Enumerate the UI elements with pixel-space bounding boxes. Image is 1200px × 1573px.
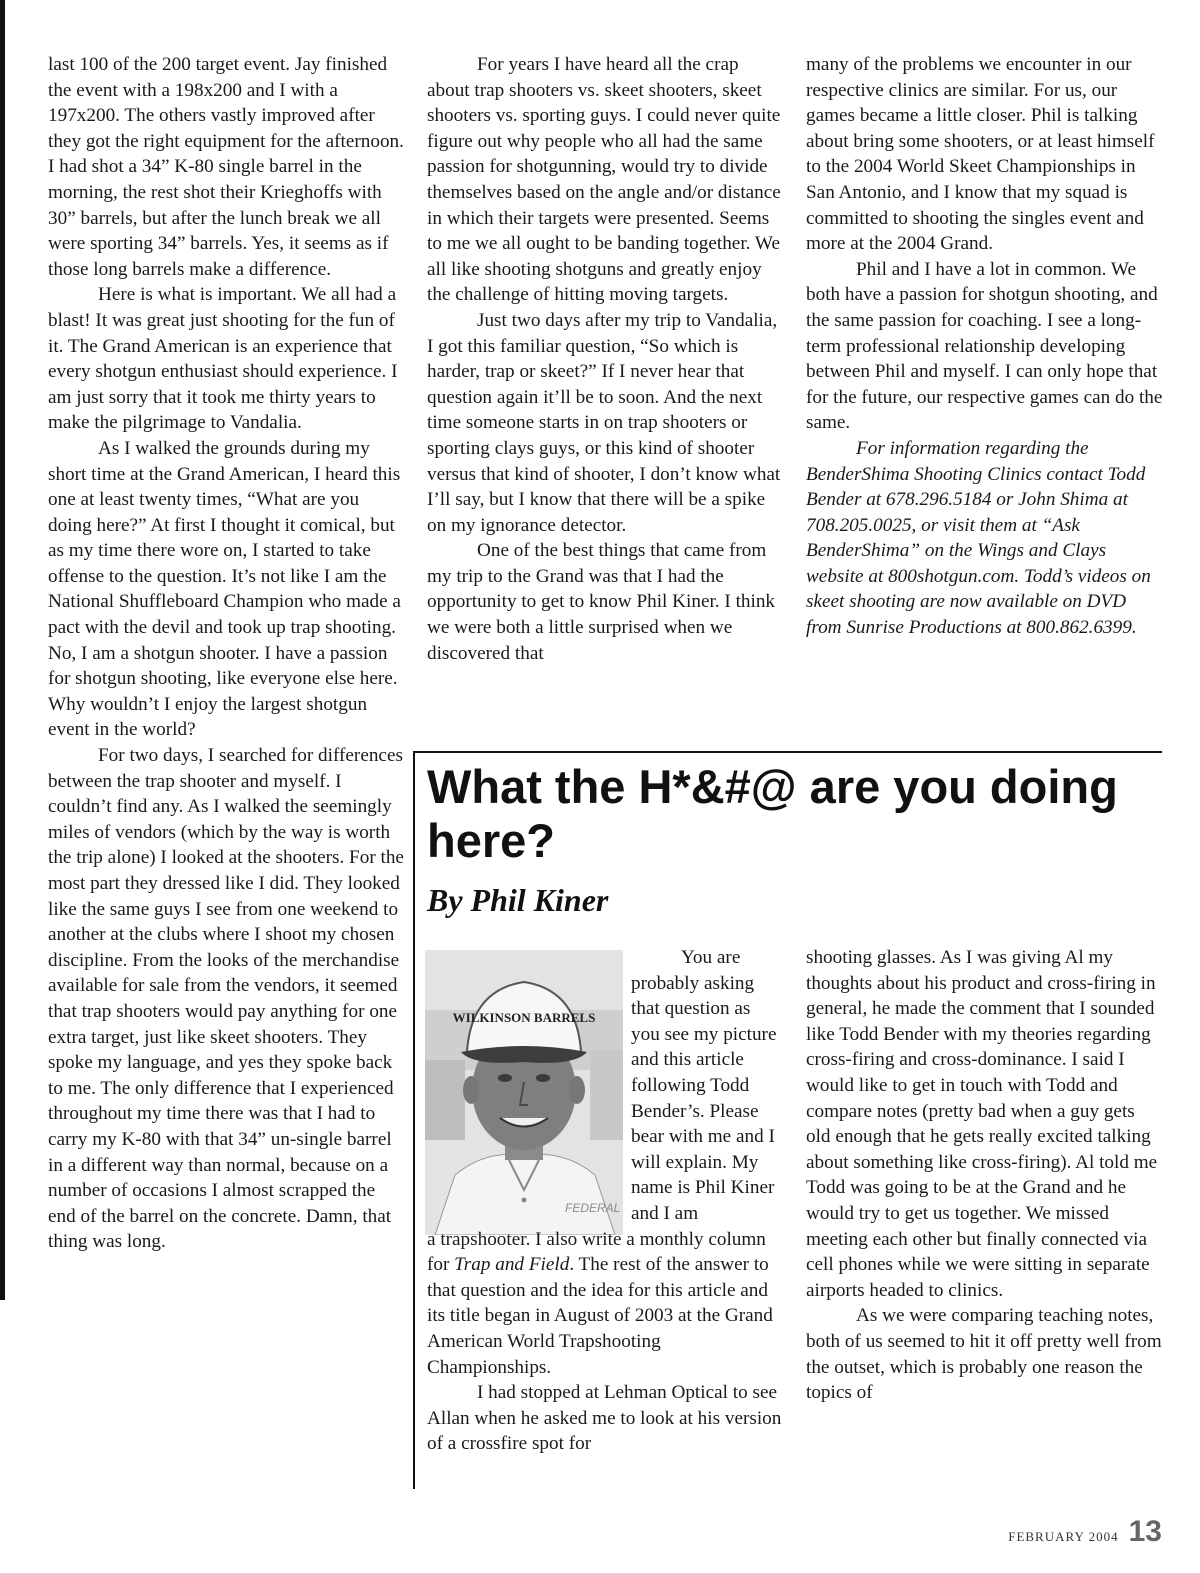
- article-byline: By Phil Kiner: [427, 882, 609, 918]
- article1-column-3: [806, 52, 1164, 641]
- wrapped-text: You are probably asking that question as you see my picture and this article following Todd Bender’s. Please bear with me and I will explain. My name is Phil Kiner and I am: [631, 947, 777, 1224]
- shirt-logo-text: FEDERAL: [565, 1201, 621, 1215]
- text-run: . The rest of the answer to that question and the idea for this article and its title began in August of 2003 at the Grand American World Trapshooting Championships.: [427, 1254, 773, 1378]
- paragraph: As we were comparing teaching notes, both of us seemed to hit it off pretty well from the outset, which is probably one reason the topics of: [806, 1305, 1162, 1404]
- article2-column-1: [427, 945, 783, 1457]
- paragraph: One of the best things that came from my trip to the Grand was that I had the opportunity to get to know Phil Kiner. I think we were both a little surprised when we discovered that: [427, 540, 776, 664]
- paragraph: Just two days after my trip to Vandalia, I got this familiar question, “So which is harder, trap or skeet?” If I never hear that question again it’ll be to soon. And the next time someone starts in on trap shooters or sporting clays guys, or this kind of shooter versus that kind of shooter, I don’t know what I’ll say, but I know that there will be a spike on my ignorance detector.: [427, 309, 781, 536]
- article-headline: What the H*&#@ are you doing here?: [427, 760, 1118, 867]
- paragraph-continued: [427, 1227, 783, 1381]
- article1-column-2: [427, 52, 783, 666]
- paragraph: I had stopped at Lehman Optical to see Allan when he asked me to look at his version of a crossfire spot for: [427, 1382, 782, 1455]
- paragraph: As I walked the grounds during my short time at the Grand American, I heard this one at least twenty times, “What are you doing here?” At first I thought it comical, but as my time there wore on, I started to take offense to the question. It’s not like I am the National Shuffleboard Champion who made a pact with the devil and took up trap shooting. No, I am a shotgun shooter. I have a passion for shotgun shooting, like everyone else here. Why wouldn’t I enjoy the largest shotgun event in the world?: [48, 437, 401, 741]
- contact-info-note: For information regarding the BenderShima Shooting Clinics contact Todd Bender at 678.296.5184 or John Shima at 708.205.0025, or visit them at “Ask BenderShima” on the Wings and Clays website at 800shotgun.com. Todd’s videos on skeet shooting are now available on DVD from Sunrise Productions at 800.862.6399.: [806, 437, 1151, 639]
- page-edge-shadow: [0, 0, 5, 1300]
- article1-column-1: [48, 52, 404, 1255]
- page-number: 13: [1128, 1515, 1162, 1548]
- paragraph: For years I have heard all the crap about trap shooters vs. skeet shooters, skeet shooters vs. sporting guys. I could never quite figure out why people who all had the same passion for shotgunning, would try to divide themselves based on the angle and/or distance in which their targets were presented. Seems to me we all ought to be banding together. We all like shooting shotguns and greatly enjoy the challenge of hitting moving targets.: [427, 54, 781, 306]
- paragraph: last 100 of the 200 target event. Jay finished the event with a 198x200 and I with a 197x200. The others vastly improved after they got the right equipment for the afternoon. I had shot a 34” K-80 single barrel in the morning, the rest shot their Krieghoffs with 30” barrels, but after the lunch break we all were sporting 34” barrels. Yes, it seems as if those long barrels make a difference.: [48, 54, 404, 280]
- article2-column-2: [806, 945, 1164, 1406]
- article-divider-horizontal: [413, 751, 1162, 753]
- paragraph: shooting glasses. As I was giving Al my thoughts about his product and cross-firing in general, he made the comment that I sounded like Todd Bender with my theories regarding cross-firing and cross-dominance. I said I would like to get in touch with Todd and compare notes (pretty bad when a guy gets old enough that he gets really excited talking about something like cross-firing). Al told me Todd was going to be at the Grand and he would try to get us together. We missed meeting each other but finally connected via cell phones while we were sitting in separate airports headed to clinics.: [806, 947, 1158, 1301]
- publication-title: Trap and Field: [454, 1254, 570, 1276]
- paragraph: Phil and I have a lot in common. We both have a passion for shotgun shooting, and the same passion for coaching. I see a long-term professional relationship developing between Phil and myself. I can only hope that for the future, our respective games can do the same.: [806, 258, 1163, 434]
- issue-date: FEBRUARY 2004: [1008, 1529, 1119, 1544]
- paragraph: many of the problems we encounter in our respective clinics are similar. For us, our games became a little closer. Phil is talking about bring some shooters, or at least himself to the 2004 World Skeet Championships in San Antonio, and I know that my squad is committed to shooting the singles event and more at the 2004 Grand.: [806, 54, 1155, 255]
- text-run: a trapshooter. I also write a monthly column for: [427, 1228, 766, 1276]
- paragraph: Here is what is important. We all had a blast! It was great just shooting for the fun of it. The Grand American is an experience that every shotgun enthusiast should experience. I am just sorry that it took me thirty years to make the pilgrimage to Vandalia.: [48, 284, 398, 434]
- paragraph: For two days, I searched for differences between the trap shooter and myself. I couldn’t find any. As I walked the seemingly miles of vendors (which by the way is worth the trip alone) I looked at the shooters. For the most part they dressed like I did. They looked like the same guys I see from one weekend to another at the clubs where I shoot my chosen discipline. From the looks of the merchandise available for sale from the vendors, it seemed that trap shooters would pay anything for one extra target, just like skeet shooters. They spoke my language, and yes they spoke back to me. The only difference that I experienced throughout my time there was that I had to carry my K-80 with that 34” un-single barrel in a different way than normal, because on a number of occasions I almost scrapped the end of the barrel on the concrete. Damn, that thing was long.: [48, 745, 404, 1253]
- page-footer: [1008, 1515, 1162, 1549]
- paragraph-wrapped: [631, 945, 783, 1227]
- article-divider-vertical: [413, 751, 415, 1489]
- cap-logo-text: WILKINSON BARRELS: [452, 1010, 596, 1025]
